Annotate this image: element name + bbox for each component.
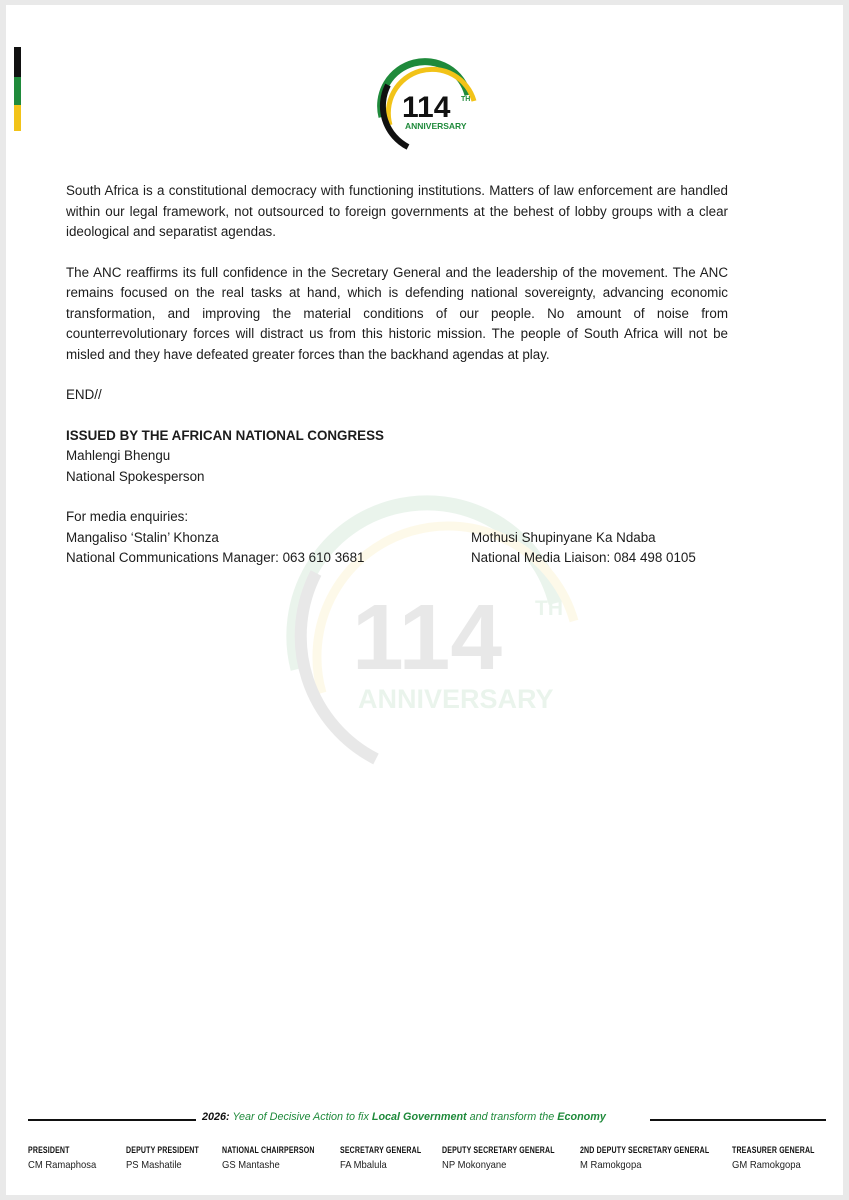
spokesperson-name: Mahlengi Bhengu [66, 448, 171, 463]
contact-1-role: National Communications Manager: 063 610 3681 [66, 550, 365, 565]
letterhead-page [6, 5, 843, 1195]
footer-slogan-bar [28, 1110, 828, 1130]
footer-slogan [202, 1111, 606, 1123]
officials-row [28, 1145, 828, 1185]
logo-number: 114 [402, 91, 451, 124]
paragraph-2: The ANC reaffirms its full confidence in the Secretary General and the leadership of the movement. The ANC remains focused on the real tasks at hand, which is defending national sovereignty, advancing economic transformation, and improving the material conditions of our people. No amount of noise from counterrevolutionary forces will distract us from this historic mission. The people of South Africa will not be misled and they have defeated greater forces than the backhand agendas at play. [66, 264, 728, 362]
watermark-label: ANNIVERSARY [358, 684, 554, 714]
official-title: 2ND DEPUTY SECRETARY GENERAL [580, 1145, 710, 1155]
media-heading: For media enquiries: [66, 509, 189, 524]
footer-rule-left [28, 1119, 196, 1121]
end-marker: END// [66, 387, 102, 402]
spokesperson-title: National Spokesperson [66, 468, 205, 484]
official-title: NATIONAL CHAIRPERSON [222, 1145, 315, 1155]
logo-label: ANNIVERSARY [405, 121, 467, 131]
official-name: GS Mantashe [222, 1159, 280, 1171]
contact-1-name: Mangaliso ‘Stalin’ Khonza [66, 529, 219, 545]
paragraph-1: South Africa is a constitutional democracy with functioning institutions. Matters of law enforcement are handled within our legal framework, not outsourced to foreign governments at the behest of lobby groups with a clear ideological and separatist agendas. [66, 183, 728, 239]
official-name: GM Ramokgopa [732, 1159, 801, 1171]
slogan-part-a: Year of Decisive Action to fix [232, 1111, 369, 1123]
gold-stripe [14, 105, 21, 131]
official-name: PS Mashatile [126, 1159, 182, 1171]
contact-1 [66, 528, 471, 569]
watermark-number: 114 [352, 585, 503, 689]
official-title: SECRETARY GENERAL [340, 1145, 422, 1155]
official-deputy-secretary-general [442, 1145, 587, 1171]
official-treasurer-general [732, 1145, 838, 1171]
official-president [28, 1145, 104, 1171]
official-name: CM Ramaphosa [28, 1159, 97, 1171]
contact-2 [471, 528, 728, 569]
official-name: FA Mbalula [340, 1159, 387, 1171]
slogan-year: 2026: [202, 1111, 230, 1123]
official-national-chairperson [222, 1145, 341, 1171]
watermark-suffix: TH [535, 597, 563, 620]
footer-rule-right [650, 1119, 826, 1121]
anniversary-logo [368, 55, 488, 151]
slogan-part-c: and transform the [469, 1111, 555, 1123]
anniversary-logo-icon [368, 55, 488, 151]
official-title: DEPUTY PRESIDENT [126, 1145, 199, 1155]
contact-2-name: Mothusi Shupinyane Ka Ndaba [471, 529, 656, 545]
issued-by: ISSUED BY THE AFRICAN NATIONAL CONGRESS [66, 427, 384, 443]
official-title: PRESIDENT [28, 1145, 70, 1155]
official-name: NP Mokonyane [442, 1159, 507, 1171]
media-enquiries [66, 507, 728, 569]
green-stripe [14, 77, 21, 105]
official-title: TREASURER GENERAL [732, 1145, 815, 1155]
official-title: DEPUTY SECRETARY GENERAL [442, 1145, 555, 1155]
contact-2-role: National Media Liaison: 084 498 0105 [471, 550, 696, 565]
black-stripe [14, 47, 21, 77]
official-deputy-president [126, 1145, 220, 1171]
official-secretary-general [340, 1145, 444, 1171]
contacts-row [66, 528, 728, 569]
issued-block [66, 426, 728, 488]
statement-body [66, 181, 728, 569]
slogan-part-b: Local Government [371, 1111, 467, 1123]
official-name: M Ramokgopa [580, 1159, 642, 1171]
slogan-part-d: Economy [557, 1111, 606, 1123]
logo-suffix: TH [461, 96, 471, 103]
official-2nd-deputy-secretary-general [580, 1145, 746, 1171]
